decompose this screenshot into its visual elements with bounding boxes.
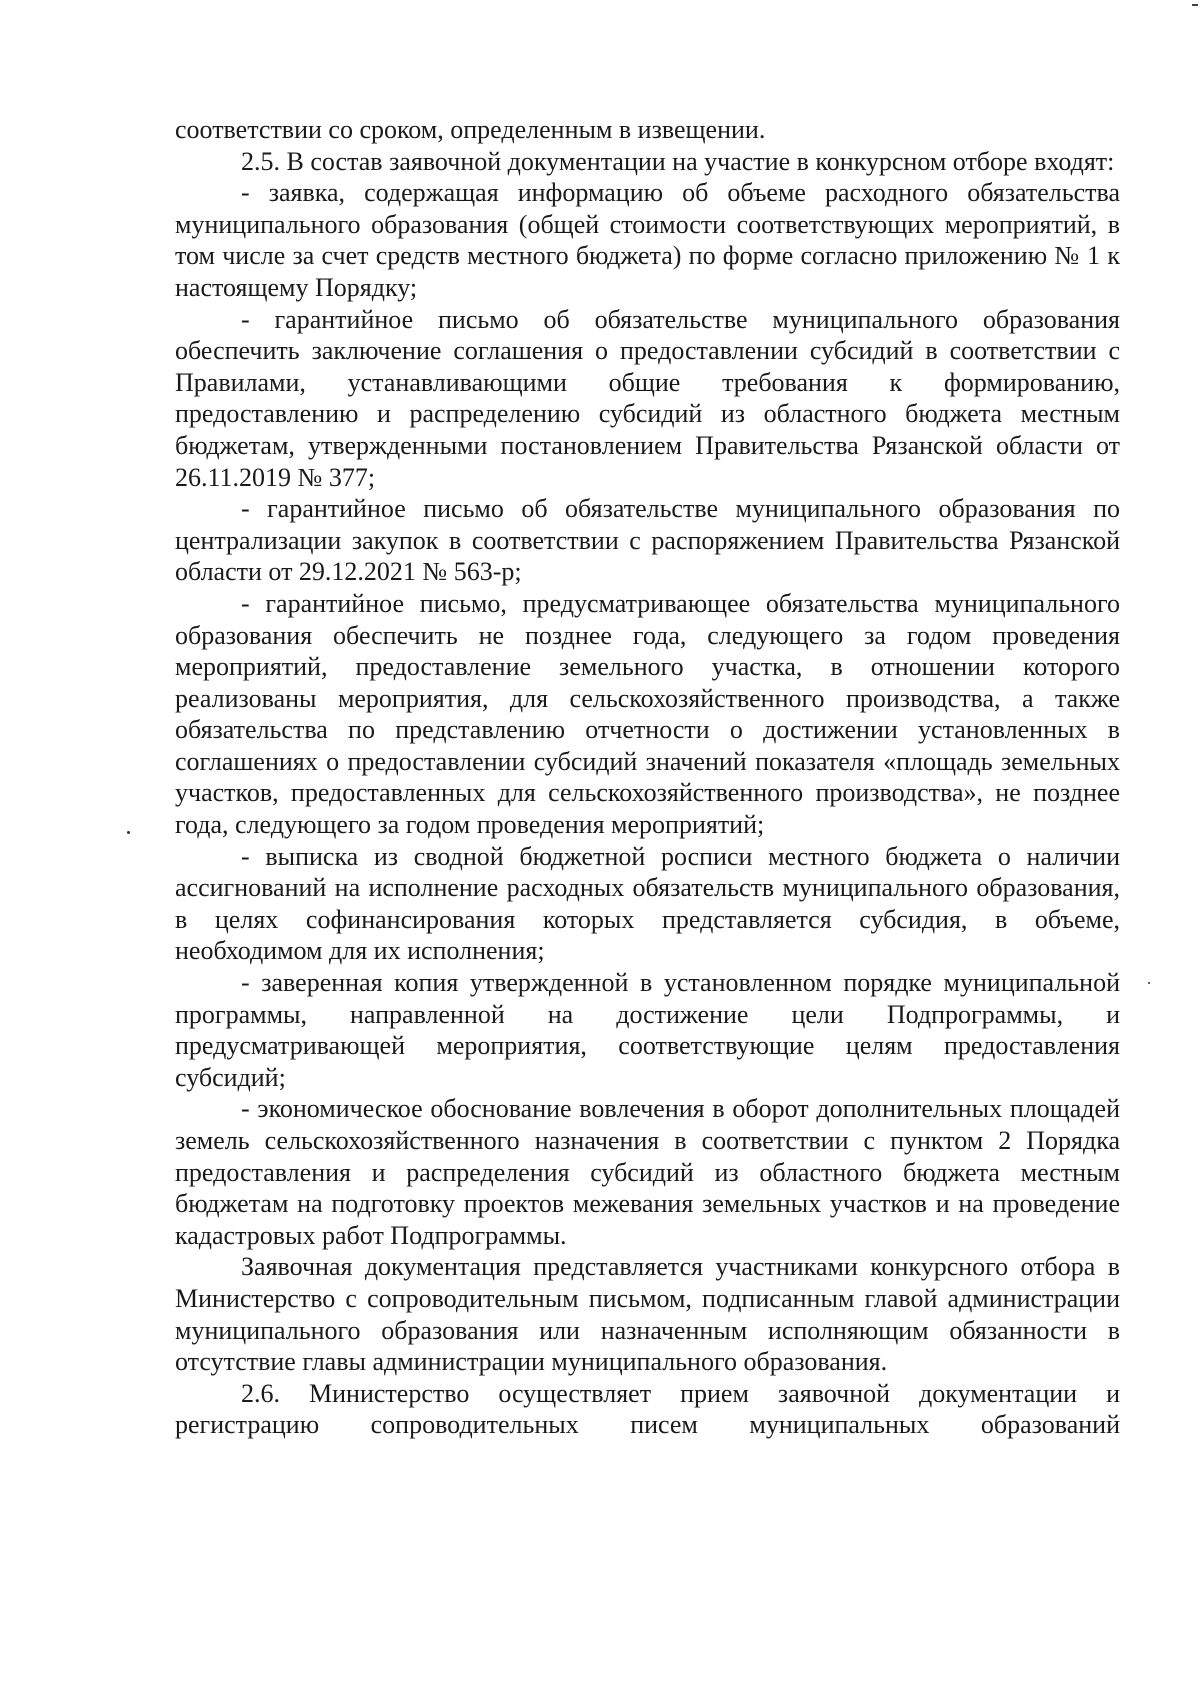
list-item-economic-justification: - экономическое обоснование вовлечения в оборот дополнительных площадей земель сельскохозяйственного назначения в соответствии с пунктом 2 Порядка предоставления и распределения субсидий из областного бюджета местным бюджетам на подготовку проектов межевания земельных участков и на проведение кадастровых работ Подпрограммы. bbox=[175, 1094, 1120, 1250]
scan-speck bbox=[127, 831, 130, 834]
list-item-budget-extract: - выписка из сводной бюджетной росписи местного бюджета о наличии ассигнований на исполнение расходных обязательств муниципального образования, в целях софинансирования которых представляется субсидия, в объеме, необходимом для их исполнения; bbox=[175, 841, 1120, 966]
list-item-guarantee-letter-agreement: - гарантийное письмо об обязательстве муниципального образования обеспечить заключение соглашения о предоставлении субсидий в соответствии с Правилами, устанавливающими общие требования к формированию, предоставлению и распределению субсидий из областного бюджета местным бюджетам, утвержденными постановлением Правительства Рязанской области от 26.11.2019 № 377; bbox=[175, 304, 1120, 492]
scan-edge-mark bbox=[1192, 4, 1198, 6]
scan-speck bbox=[1148, 982, 1150, 984]
paragraph-submission: Заявочная документация представляется участниками конкурсного отбора в Министерство с сопроводительным письмом, подписанным главой администрации муниципального образования или назначенным исполняющим обязанности в отсутствие главы администрации муниципального образования. bbox=[175, 1252, 1120, 1377]
list-item-application: - заявка, содержащая информацию об объеме расходного обязательства муниципального образования (общей стоимости соответствующих мероприятий, в том числе за счет средств местного бюджета) по форме согласно приложению № 1 к настоящему Порядку; bbox=[175, 178, 1120, 302]
paragraph-2-6: 2.6. Министерство осуществляет прием заявочной документации и регистрацию сопроводительных писем муниципальных образований bbox=[175, 1378, 1120, 1440]
list-item-guarantee-letter-land-plot: - гарантийное письмо, предусматривающее обязательства муниципального образования обеспечить не позднее года, следующего за годом проведения мероприятий, предоставление земельного участка, в отношении которого реализованы мероприятия, для сельскохозяйственного производства, а также обязательства по представлению отчетности о достижении установленных в соглашениях о предоставлении субсидий значений показателя «площадь земельных участков, предоставленных для сельскохозяйственного производства», не позднее года, следующего за годом проведения мероприятий; bbox=[175, 588, 1120, 840]
paragraph-continuation: соответствии со сроком, определенным в извещении. bbox=[175, 115, 766, 144]
document-page bbox=[175, 114, 1120, 1441]
list-item-guarantee-letter-procurement: - гарантийное письмо об обязательстве муниципального образования по централизации закупок в соответствии с распоряжением Правительства Рязанской области от 29.12.2021 № 563-р; bbox=[175, 494, 1120, 587]
list-item-program-copy: - заверенная копия утвержденной в установленном порядке муниципальной программы, направленной на достижение цели Подпрограммы, и предусматривающей мероприятия, соответствующие целям предоставления субсидий; bbox=[175, 968, 1120, 1092]
paragraph-2-5: 2.5. В состав заявочной документации на участие в конкурсном отборе входят: bbox=[241, 146, 1115, 176]
